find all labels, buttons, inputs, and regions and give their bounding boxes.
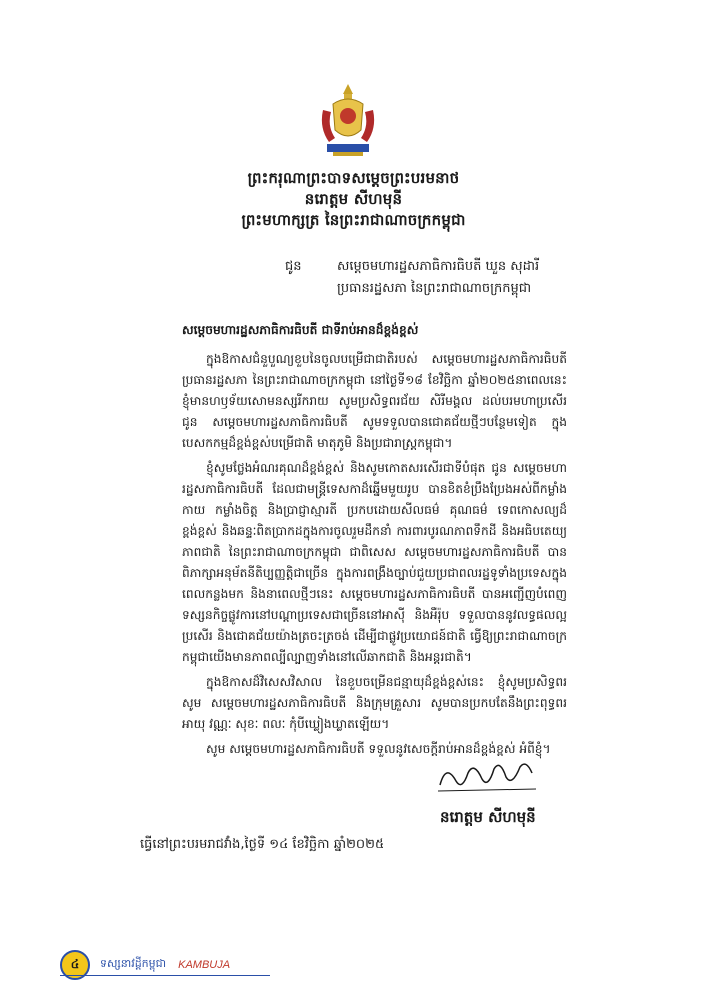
paragraph-4: សូម សម្ដេចមហារដ្ឋសភាធិការធិបតី ទទួលនូវសេចក្ដីរាប់អានដ៏ខ្ពង់ខ្ពស់ អំពីខ្ញុំ។	[206, 742, 551, 756]
recipient-name: សម្ដេចមហារដ្ឋសភាធិការធិបតី ឃួន សុដារី	[337, 259, 540, 274]
recipient-position: ប្រធានរដ្ឋសភា នៃព្រះរាជាណាចក្រកម្ពុជា	[337, 281, 532, 296]
page-number: ៤	[60, 950, 90, 980]
recipient-label: ជូន	[285, 259, 302, 274]
letter-body	[182, 320, 567, 764]
letter-header	[0, 168, 707, 231]
royal-arms-icon	[313, 80, 383, 158]
signer-name: នរោត្តម សីហមុនី	[440, 808, 536, 826]
date-line: ធ្វើនៅព្រះបរមរាជវាំង,ថ្ងៃទី ១៤ ខែវិច្ឆិកា ឆ្នាំ២០២៥	[140, 837, 385, 852]
paragraph-3: ក្នុងឱកាសដ៏វិសេសវិសាល នៃខួបចម្រើនជន្មាយុដ៏ខ្ពង់ខ្ពស់នេះ ខ្ញុំសូមប្រសិទ្ធពរ សូម សម្ដេចមហារដ្ឋសភាធិការធិបតី និងក្រុមគ្រួសារ សូមបានប្រកបតែនឹងព្រះពុទ្ធពរ អាយុ វណ្ណៈ សុខៈ ពលៈ កុំបីឃ្លៀងឃ្លាតឡើយ។	[182, 675, 567, 731]
magazine-brand: KAMBUJA	[178, 959, 231, 971]
paragraph-1: ក្នុងឱកាសជំនួបួណ្យខួបនៃចូលបម្រើជាជាតិរបស់ សម្ដេចមហារដ្ឋសភាធិការធិបតី ប្រធានរដ្ឋសភា នៃព្រះរាជាណាចក្រកម្ពុជា នៅថ្ងៃទី១៨ ខែវិច្ឆិកា ឆ្នាំ២០២៥នាពេលនេះ ខ្ញុំមានហឫទ័យសោមនស្សរីករាយ សូមប្រសិទ្ធពរជ័យ សិរីមង្គល ដល់បរមហាប្រសើរ ជូន សម្ដេចមហារដ្ឋសភាធិការធិបតី សូមទទួលបានជោគជ័យថ្មីៗបន្ថែមទៀត ក្នុងបេសកកម្មដ៏ខ្ពង់ខ្ពស់បម្រើជាតិ មាតុភូមិ និងប្រជារាស្ត្រកម្ពុជា។	[182, 352, 567, 450]
header-title: ព្រះករុណាព្រះបាទសម្ដេចព្រះបរមនាថ	[247, 169, 460, 187]
handwritten-signature	[432, 755, 542, 795]
paragraph-2: ខ្ញុំសូមថ្លែងអំណរគុណដ៏ខ្ពង់ខ្ពស់ និងសូមកោតសរសើរជាទីបំផុត ជូន សម្ដេចមហារដ្ឋសភាធិការធិបតី ដែលជាមន្ត្រីទេសកាដ៏ឆ្នើមមួយរូប បានខិតខំប្រឹងប្រែងអស់ពីកម្លាំងកាយ កម្លាំងចិត្ត និងប្រាជ្ញាស្មារតី ប្រកបដោយសីលធម៌ គុណធម៌ ទេពកោសល្យដ៏ខ្ពង់ខ្ពស់ និងឆន្ទៈពិតប្រាកដក្នុងការចូលរួមដឹកនាំ ការពារបូរណភាពទឹកដី និងអធិបតេយ្យភាពជាតិ នៃព្រះរាជាណាចក្រកម្ពុជា ជាពិសេស សម្ដេចមហារដ្ឋសភាធិការធិបតី បានពិភាក្សាអនុម័តនីតិប្បញ្ញត្តិជាច្រើន ក្នុងការពង្រឹងច្បាប់ជួយប្រជាពលរដ្ឋទូទាំងប្រទេសក្នុងពេលកន្លងមក និងនាពេលថ្មីៗនេះ សម្ដេចមហារដ្ឋសភាធិការធិបតី បានអញ្ជើញបំពេញទស្សនកិច្ចផ្លូវការនៅបណ្ដាប្រទេសជាច្រើននៅអាស៊ី និងអឺរ៉ុប ទទួលបាននូវលទ្ធផលល្អប្រសើរ និងជោគជ័យយ៉ាងត្រចះត្រចង់ ដើម្បីជាផ្លូវប្រយោជន៍ជាតិ ធ្វើឱ្យព្រះរាជាណាចក្រកម្ពុជាយើងមានភាពល្បីល្បាញទាំងនៅលើឆាកជាតិ និងអន្តរជាតិ។	[182, 461, 567, 664]
footer-divider	[60, 975, 270, 976]
header-king-name: នរោត្តម សីហមុនី	[304, 190, 403, 208]
magazine-name: ទស្សនាវដ្ដីកម្ពុជា	[100, 957, 167, 970]
salutation: សម្ដេចមហារដ្ឋសភាធិការធិបតី ជាទីរាប់អានដ៏ខ្ពង់ខ្ពស់	[182, 323, 419, 337]
recipient-block	[285, 256, 539, 300]
header-king-title: ព្រះមហាក្សត្រ នៃព្រះរាជាណាចក្រកម្ពុជា	[241, 211, 466, 229]
